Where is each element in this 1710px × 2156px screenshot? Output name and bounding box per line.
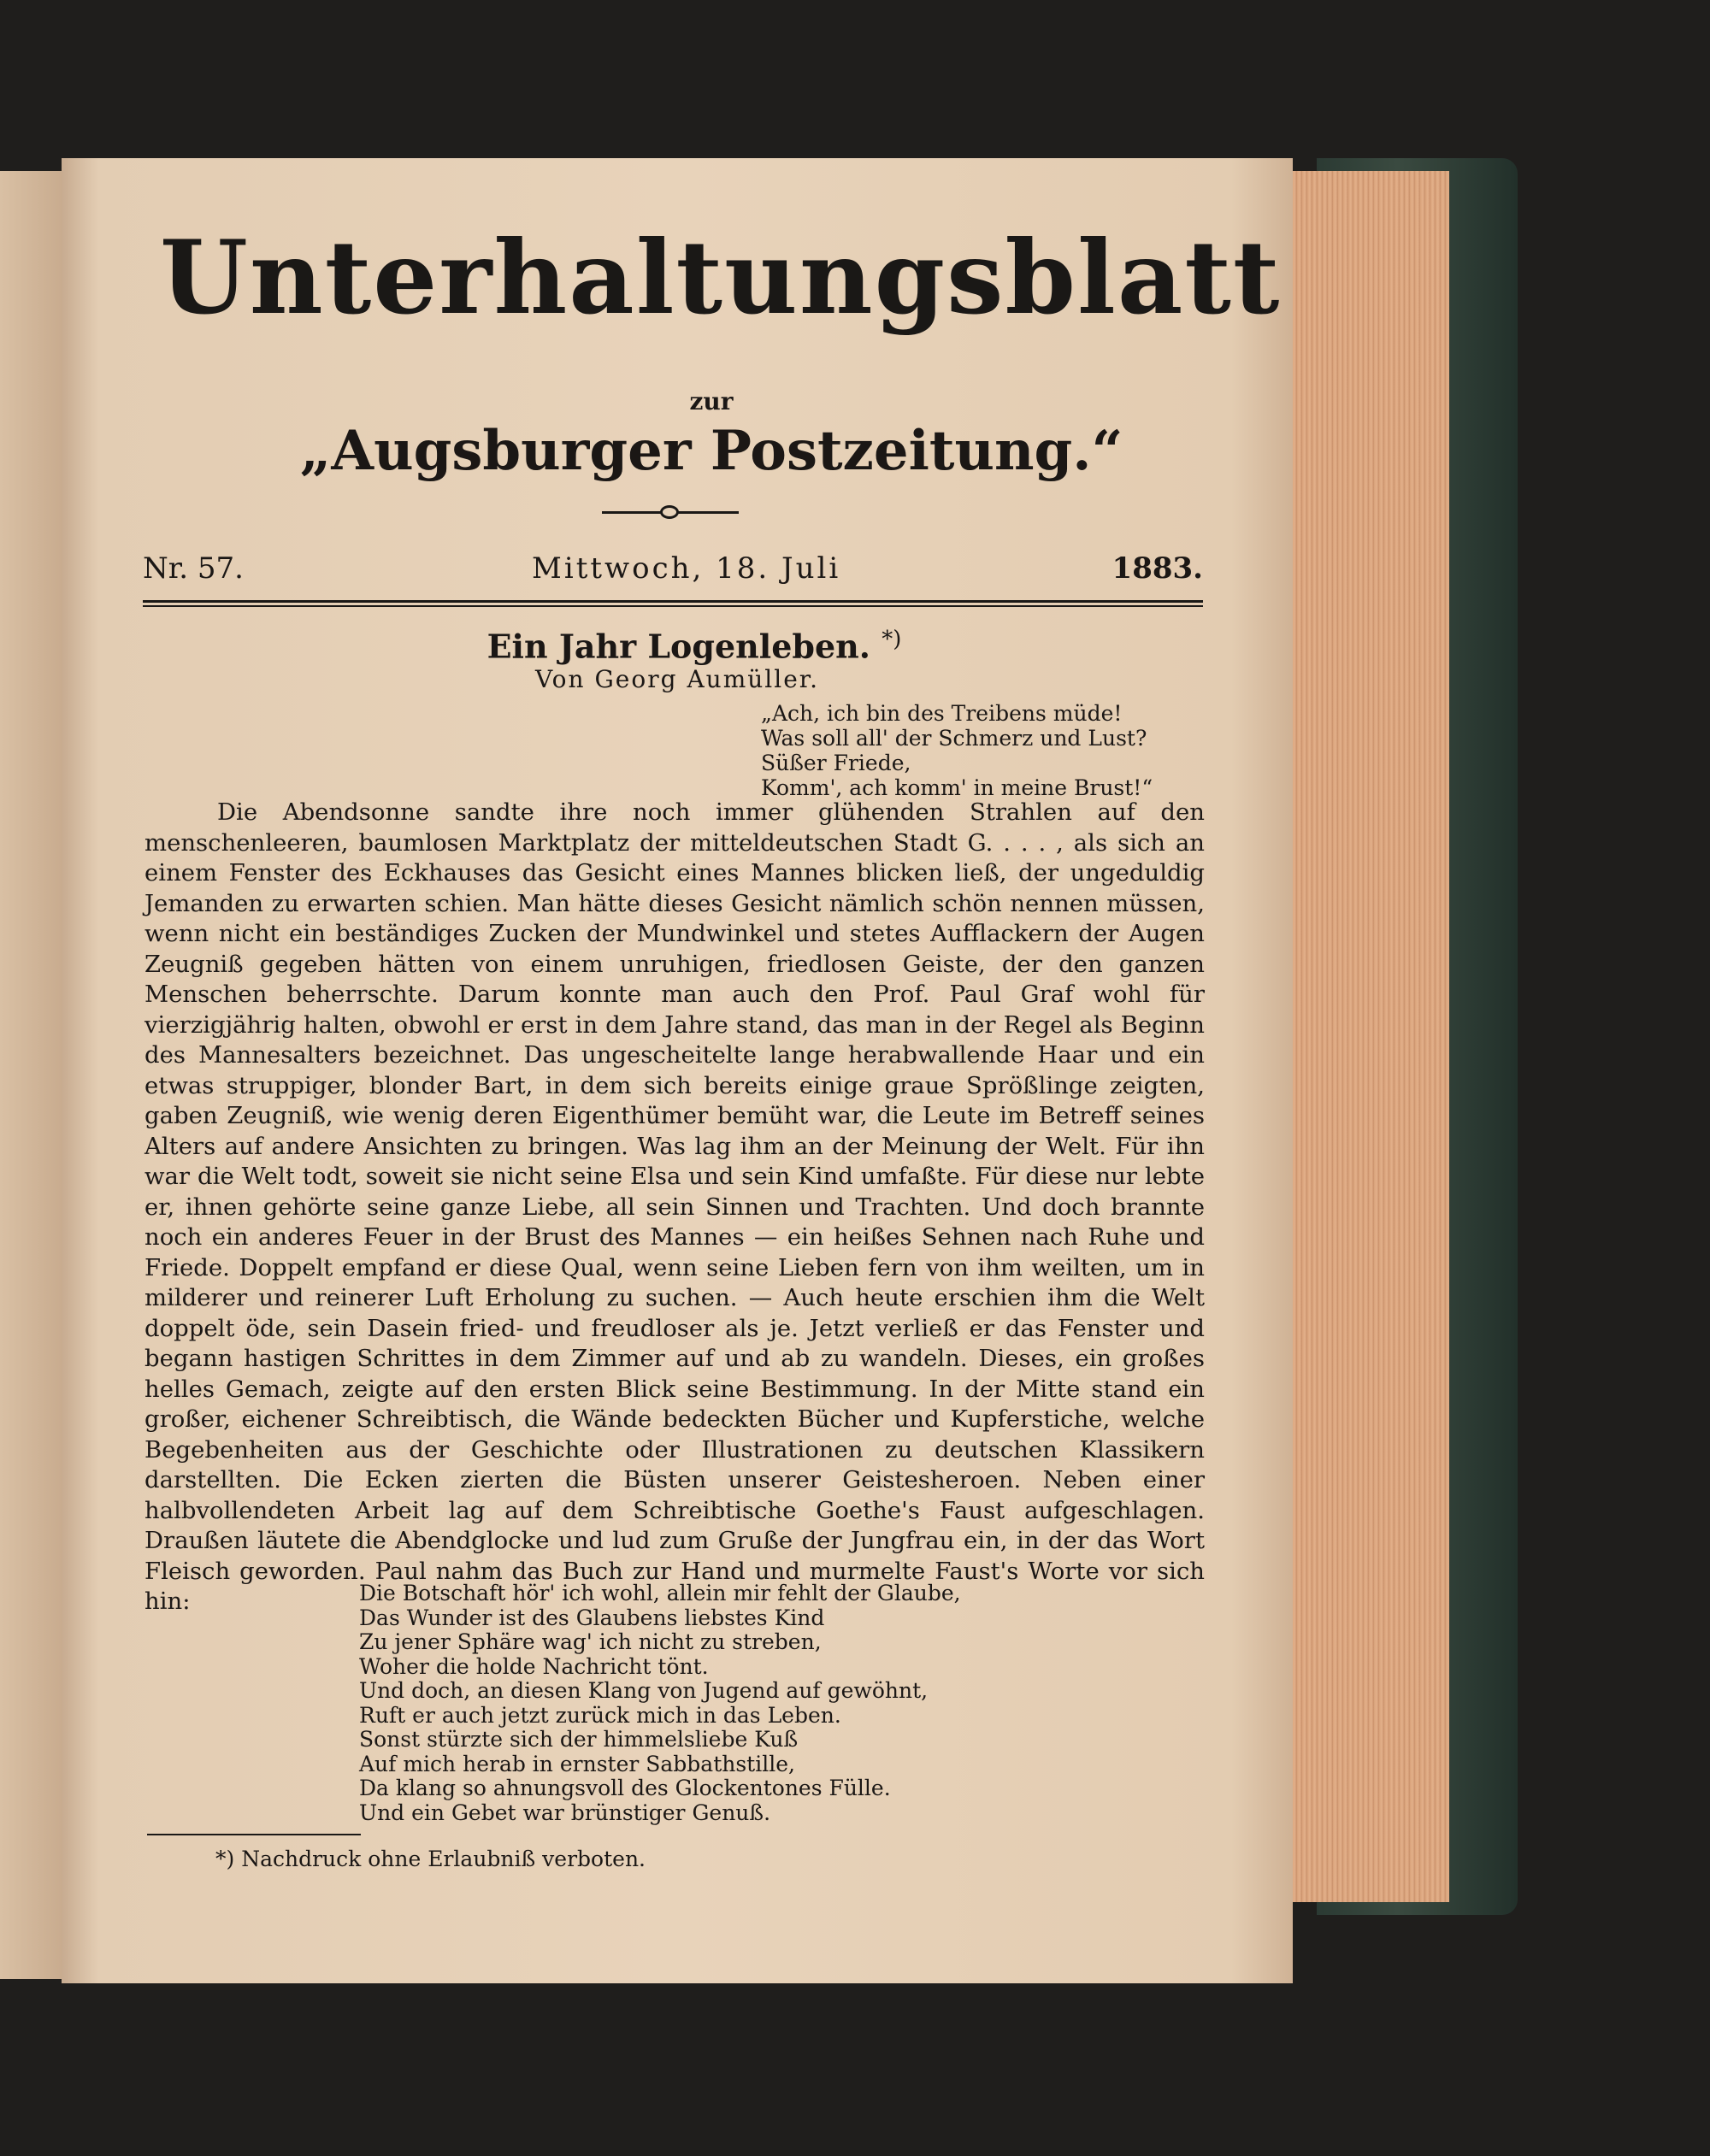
newspaper-page	[62, 158, 1293, 1983]
motto	[761, 701, 1206, 800]
masthead-paper: „Augsburger Postzeitung.“	[299, 419, 1123, 483]
footnote-rule	[147, 1834, 361, 1835]
masthead-zur: zur	[689, 387, 734, 415]
verse-line: Und ein Gebet war brünstiger Genuß.	[359, 1800, 771, 1825]
issue-number: Nr. 57.	[143, 551, 244, 586]
verse-line: Das Wunder ist des Glaubens liebstes Kind	[359, 1605, 825, 1630]
motto-line: „Ach, ich bin des Treibens müde!	[761, 701, 1123, 726]
article-title	[79, 627, 1310, 666]
footnote: *) Nachdruck ohne Erlaubniß verboten.	[215, 1847, 646, 1871]
verse-line: Sonst stürzte sich der himmelsliebe Kuß	[359, 1727, 799, 1752]
article-title-text: Ein Jahr Logenleben.	[486, 627, 870, 666]
article-author: Von Georg Aumüller.	[535, 665, 819, 693]
issue-year: 1883.	[1112, 551, 1203, 586]
verse-line: Da klang so ahnungsvoll des Glockentones Fülle.	[359, 1776, 891, 1800]
left-page	[0, 171, 64, 1979]
motto-line: Komm', ach komm' in meine Brust!“	[761, 775, 1153, 800]
verse-line: Und doch, an diesen Klang von Jugend auf gewöhnt,	[359, 1678, 929, 1703]
verse-line: Woher die holde Nachricht tönt.	[359, 1653, 709, 1679]
article-body: Die Abendsonne sandte ihre noch immer glühenden Strahlen auf den menschenleeren, baumlosen Marktplatz der mitteldeutschen Stadt G. . . . , als sich an einem Fenster des Eckhauses das Gesicht eines Mannes blicken ließ, der ungeduldig Jemanden zu erwarten schien. Man hätte dieses Gesicht nämlich schön nennen müssen, wenn nicht ein beständiges Zucken der Mundwinkel und stetes Aufflackern der Augen Zeugniß gegeben hätten von einem unruhigen, friedlosen Geiste, der den ganzen Menschen beherrschte. Darum konnte man auch den Prof. Paul Graf wohl für vierzigjährig halten, obwohl er erst in dem Jahre stand, das man in der Regel als Beginn des Mannesalters bezeichnet. Das ungescheitelte lange herabwallende Haar und ein etwas struppiger, blonder Bart, in dem sich bereits einige graue Sprößlinge zeigten, gaben Zeugniß, wie wenig deren Eigenthümer bemüht war, die Leute im Betreff seines Alters auf andere Ansichten zu bringen. Was lag ihm an der Meinung der Welt. Für ihn war die Welt todt, soweit sie nicht seine Elsa und sein Kind umfaßte. Für diese nur lebte er, ihnen gehörte seine ganze Liebe, all sein Sinnen und Trachten. Und doch brannte noch ein anderes Feuer in der Brust des Mannes — ein heißes Sehnen nach Ruhe und Friede. Doppelt empfand er diese Qual, wenn seine Lieben fern von ihm weilten, um in milderer und reinerer Luft Erholung zu suchen. — Auch heute erschien ihm die Welt doppelt öde, sein Dasein fried- und freudloser als je. Jetzt verließ er das Fenster und begann hastigen Schrittes in dem Zimmer auf und ab zu wandeln. Dieses, ein großes helles Gemach, zeigte auf den ersten Blick seine Bestimmung. In der Mitte stand ein großer, eichener Schreibtisch, die Wände bedeckten Bücher und Kupferstiche, welche Begebenheiten aus der Geschichte oder Illustrationen zu deutschen Klassikern darstellten. Die Ecken zierten die Büsten unserer Geistesheroen. Neben einer halbvollendeten Arbeit lag auf dem Schreibtische Goethe's Faust aufgeschlagen. Draußen läutete die Abendglocke und lud zum Gruße der Jungfrau ein, in der das Wort Fleisch geworden. Paul nahm das Buch zur Hand und murmelte Faust's Worte vor sich hin:	[144, 798, 1205, 1615]
issue-date: Mittwoch, 18. Juli	[532, 551, 841, 586]
header-rule	[143, 600, 1203, 607]
verse-quote	[359, 1582, 1043, 1825]
masthead-title: Unterhaltungsblatt	[160, 218, 1282, 337]
verse-line: Ruft er auch jetzt zurück mich in das Leben.	[359, 1702, 841, 1728]
verse-line: Zu jener Sphäre wag' ich nicht zu streben,	[359, 1629, 822, 1654]
dateline	[143, 551, 1203, 594]
verse-line: Auf mich herab in ernster Sabbathstille,	[359, 1751, 795, 1776]
motto-line: Süßer Friede,	[761, 751, 911, 775]
motto-line: Was soll all' der Schmerz und Lust?	[761, 726, 1147, 751]
footnote-mark: *)	[882, 627, 902, 652]
ornament-divider	[602, 509, 739, 515]
verse-line: Die Botschaft hör' ich wohl, allein mir fehlt der Glaube,	[359, 1581, 961, 1605]
